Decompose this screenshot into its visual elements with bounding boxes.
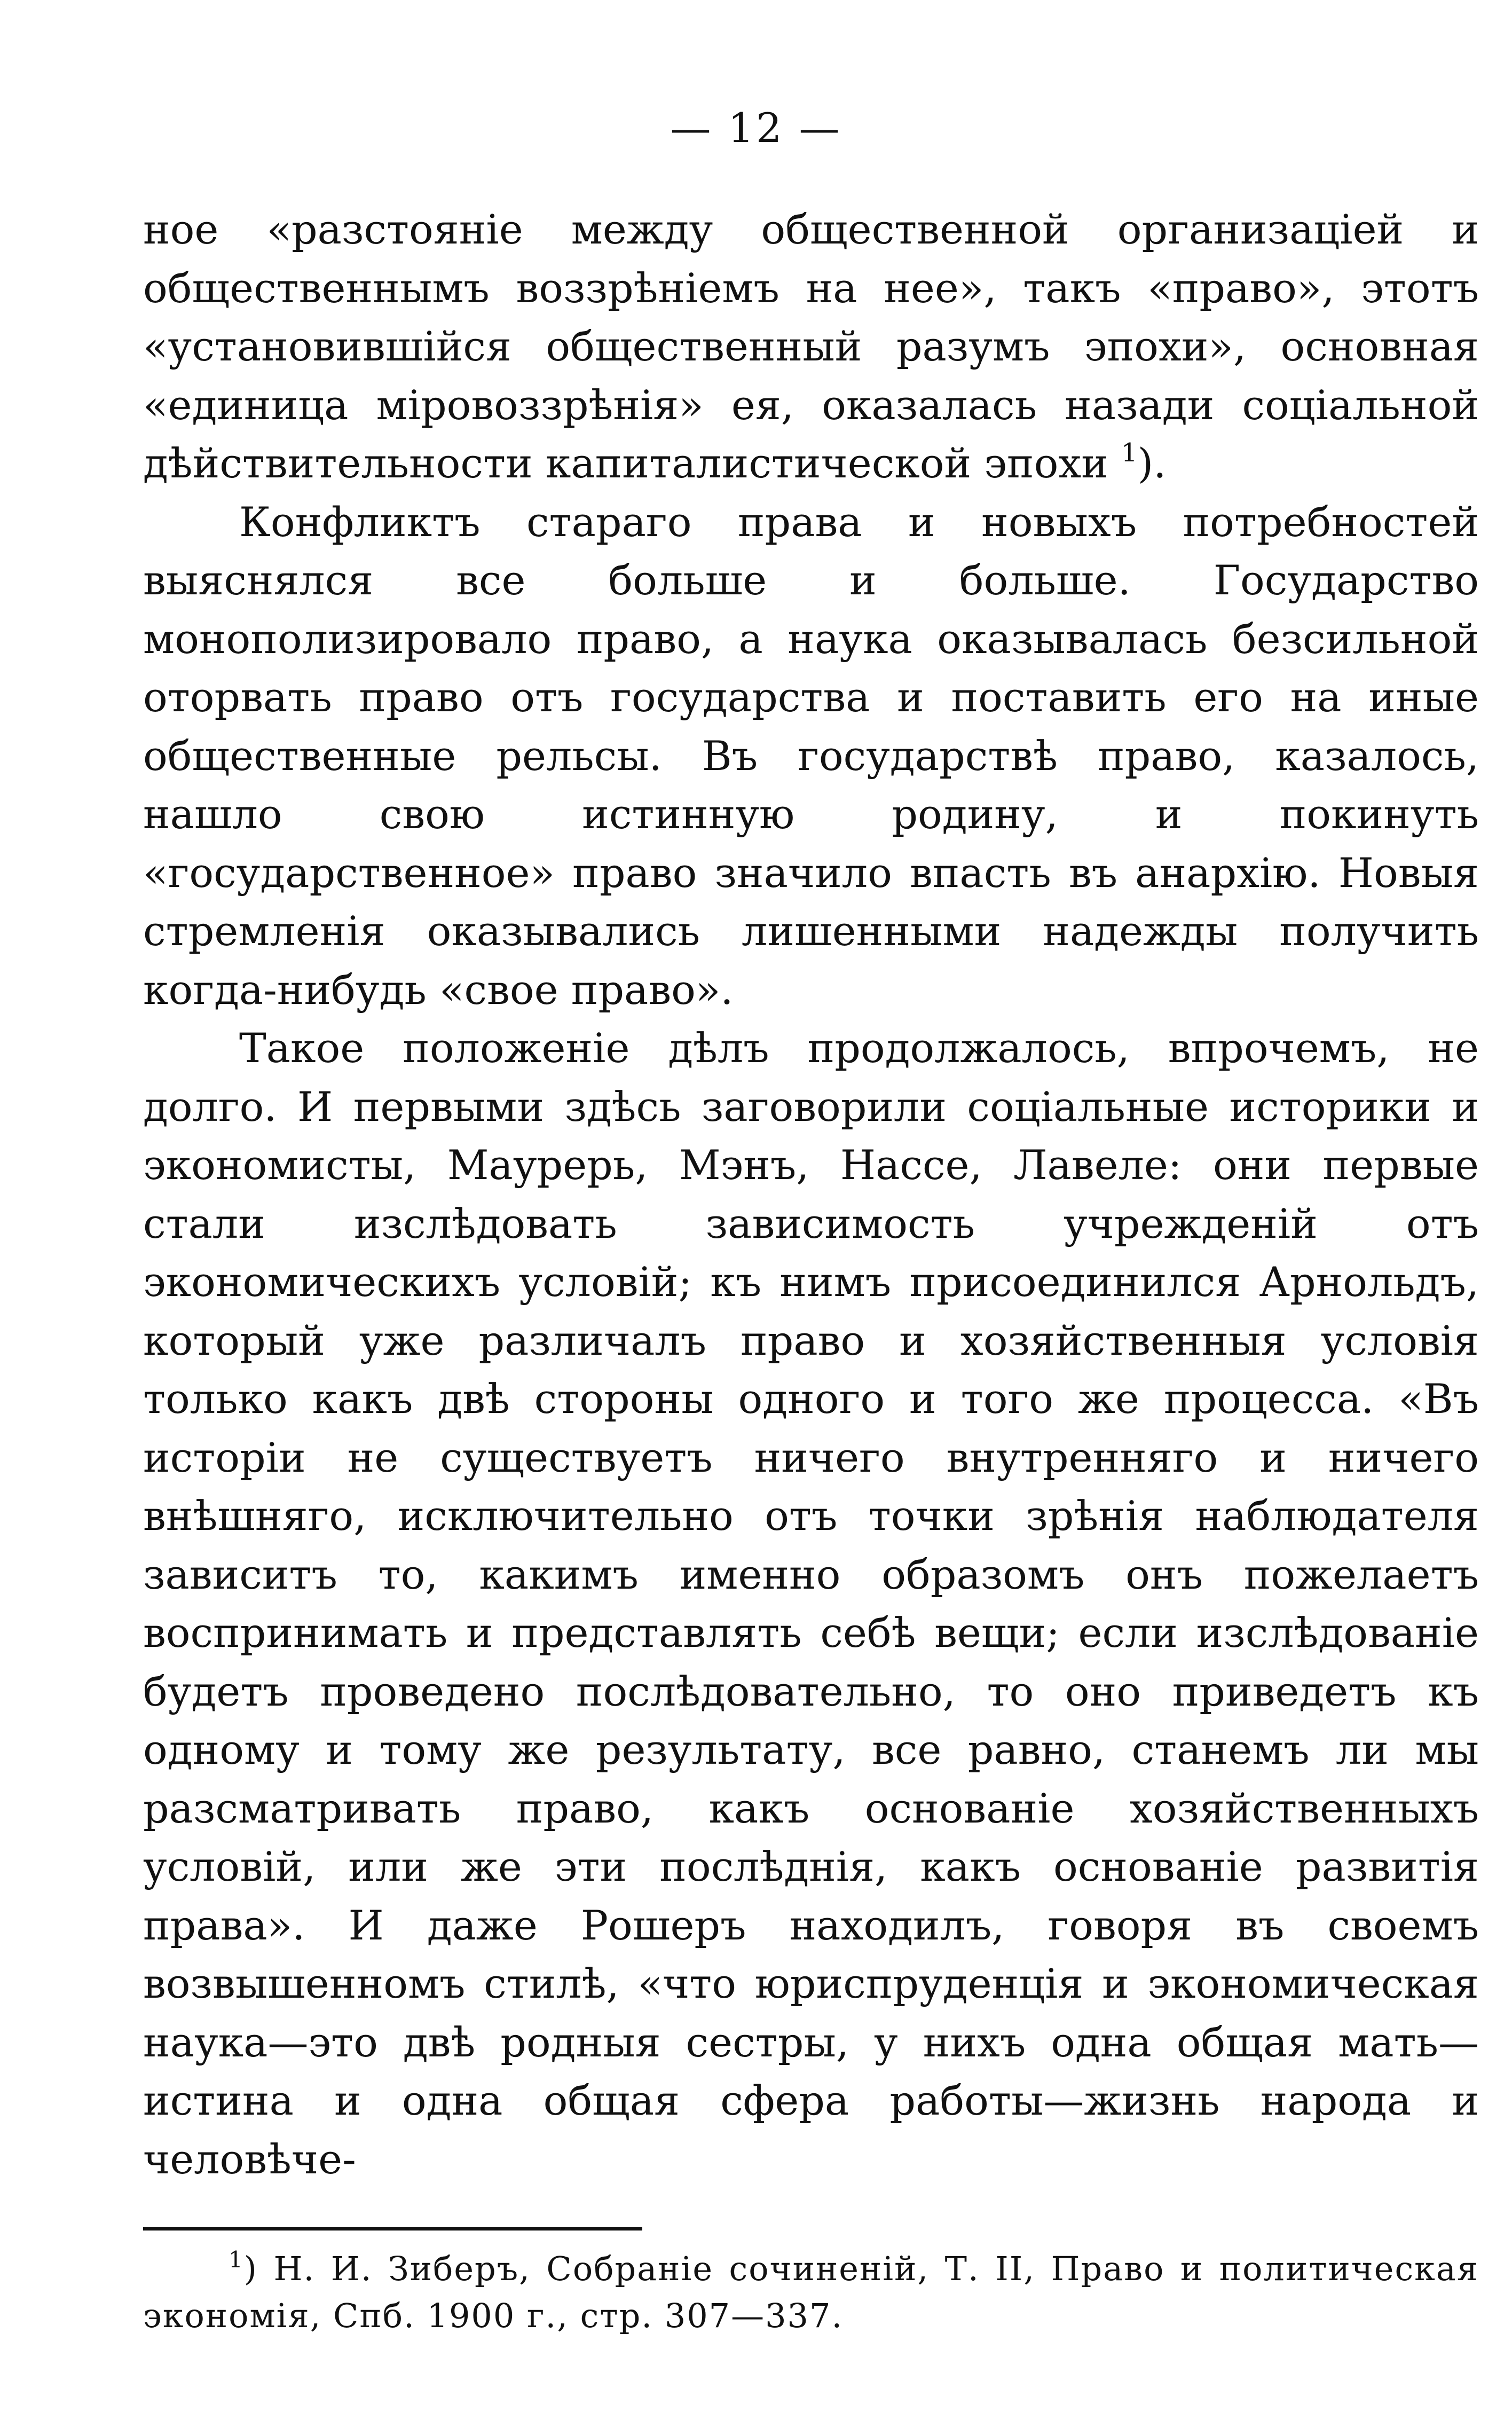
paragraph-1-end: ). xyxy=(1137,439,1167,487)
footnote-marker: 1 xyxy=(229,2247,244,2273)
paragraph-1 xyxy=(143,200,1479,493)
footnote-body xyxy=(143,2245,1479,2339)
paragraph-1-text: ное «разстояніе между общественной организаціей и общественнымъ воззрѣніемъ на нее», такъ «право», этотъ «установившійся общественный разумъ эпохи», основная «единица міровоззрѣнія» ея, оказалась назади соціальной дѣйствительности капиталистической эпохи xyxy=(143,206,1479,487)
main-text xyxy=(143,200,1479,2188)
page-number: — 12 — xyxy=(670,104,842,152)
footnote-reference: 1 xyxy=(1121,438,1138,468)
footnote-divider xyxy=(143,2227,642,2230)
footnote-marker-close: ) xyxy=(243,2249,258,2288)
footnote-text: Н. И. Зиберъ, Собраніе сочиненій, Т. II, Право и политическая экономія, Спб. 1900 г., стр. 307—337. xyxy=(143,2249,1479,2335)
paragraph-2: Конфликтъ стараго права и новыхъ потребностей выяснялся все больше и больше. Государство монополизировало право, а наука оказывалась безсильной оторвать право отъ государства и поставить его на иные общественные рельсы. Въ государствѣ право, казалось, нашло свою истинную родину, и покинуть «государственное» право значило впасть въ анархію. Новыя стремленія оказывались лишенными надежды получить когда-нибудь «свое право». xyxy=(143,498,1479,1014)
footnote xyxy=(143,2245,1479,2339)
paragraph-3: Такое положеніе дѣлъ продолжалось, впрочемъ, не долго. И первыми здѣсь заговорили соціальные историки и экономисты, Маурерь, Мэнъ, Нассе, Лавеле: они первые стали изслѣдовать зависимость учрежденій отъ экономическихъ условій; къ нимъ присоединился Арнольдъ, который уже различалъ право и хозяйственныя условія только какъ двѣ стороны одного и того же процесса. «Въ исторіи не существуетъ ничего внутренняго и ничего внѣшняго, исключительно отъ точки зрѣнія наблюдателя зависитъ то, какимъ именно образомъ онъ пожелаетъ воспринимать и представлять себѣ вещи; если изслѣдованіе будетъ проведено послѣдовательно, то оно приведетъ къ одному и тому же результату, все равно, станемъ ли мы разсматривать право, какъ основаніе хозяйственныхъ условій, или же эти послѣднія, какъ основаніе развитія права». И даже Рошеръ находилъ, говоря въ своемъ возвышенномъ стилѣ, «что юриспруденція и экономическая наука—это двѣ родныя сестры, у нихъ одна общая мать—истина и одна общая сфера работы—жизнь народа и человѣче- xyxy=(143,1024,1479,2183)
